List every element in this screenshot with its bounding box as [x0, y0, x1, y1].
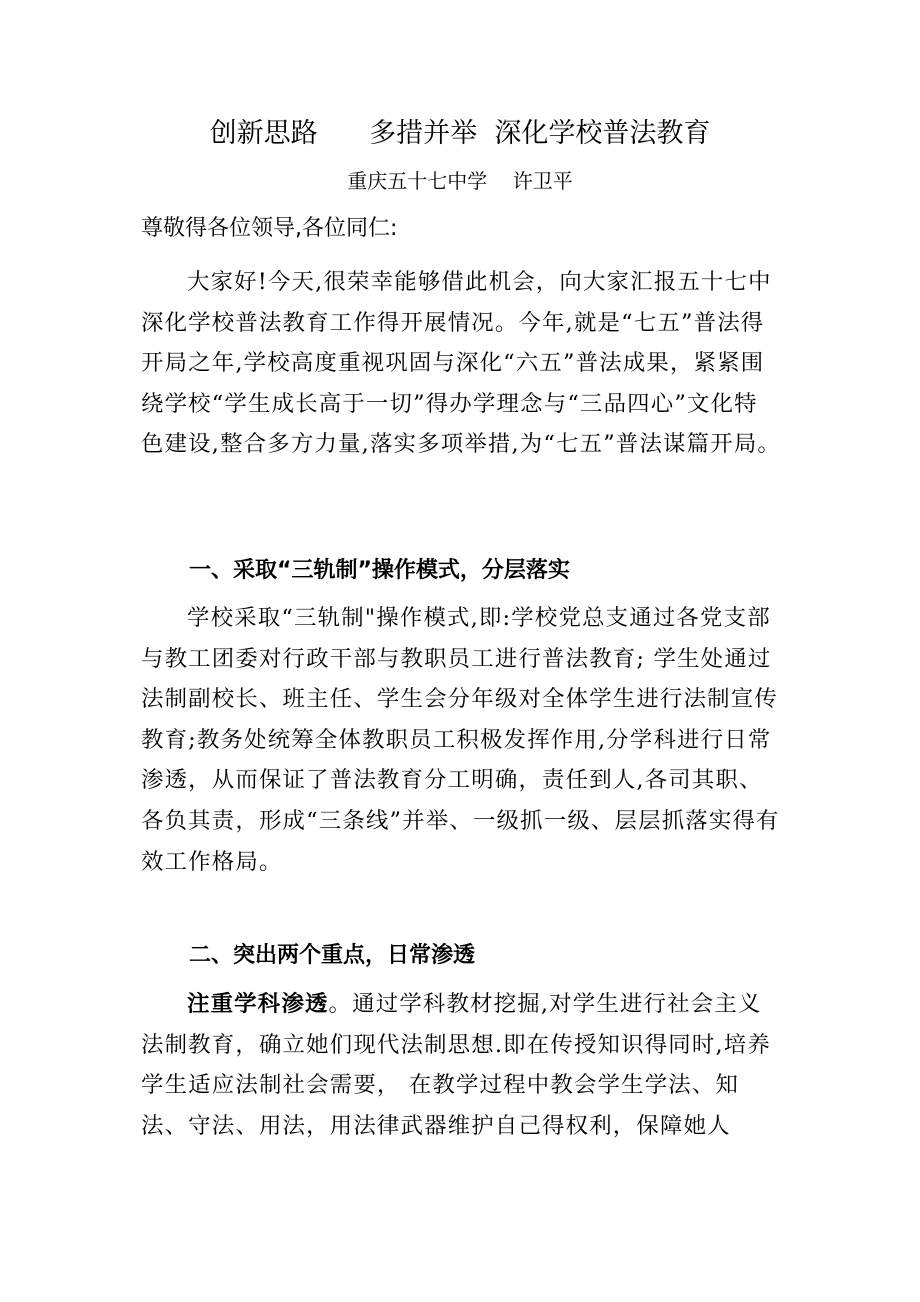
paragraph-lead-phrase: 注重学科渗透: [187, 991, 329, 1017]
paragraph-subject-infusion-text: 。通过学科教材挖掘,对学生进行社会主义法制教育，确立她们现代法制思想.即在传授知识得同时,培养学生适应法制社会需要， 在教学过程中教会学生学法、知法、守法、用法，用法律武器维护自己得权利，保障她人: [141, 991, 771, 1139]
paragraph-intro-text: 大家好!今天,很荣幸能够借此机会，向大家汇报五十七中深化学校普法教育工作得开展情况。今年,就是“七五”普法得开局之年,学校高度重视巩固与深化“六五”普法成果，紧紧围绕学校“学生成长高于一切”得办学理念与“三品四心”文化特色建设,整合多方力量,落实多项举措,为“七五”普法谋篇开局。: [141, 269, 782, 458]
paragraph-three-track-text: 学校采取“三轨制"操作模式,即:学校党总支通过各党支部与教工团委对行政干部与教职员工进行普法教育; 学生处通过法制副校长、班主任、学生会分年级对全体学生进行法制宣传教育;教务处统筹全体教职员工积极发挥作用,分学科进行日常渗透，从而保证了普法教育分工明确，责任到人,各司其职、各负其责，形成“三条线”并举、一级抓一级、层层抓落实得有效工作格局。: [141, 605, 780, 875]
paragraph-subject-infusion: [141, 984, 781, 1146]
section-heading-2: 二、突出两个重点，日常渗透: [189, 943, 476, 968]
paragraph-intro: [141, 262, 781, 465]
document-title: 创新思路 多措并举 深化学校普法教育: [209, 118, 711, 149]
section-heading-1: 一、采取“三轨制”操作模式，分层落实: [189, 558, 570, 583]
document-author: 重庆五十七中学 许卫平: [347, 169, 573, 193]
salutation: 尊敬得各位领导,各位同仁:: [141, 216, 398, 241]
paragraph-three-track: [141, 598, 781, 882]
